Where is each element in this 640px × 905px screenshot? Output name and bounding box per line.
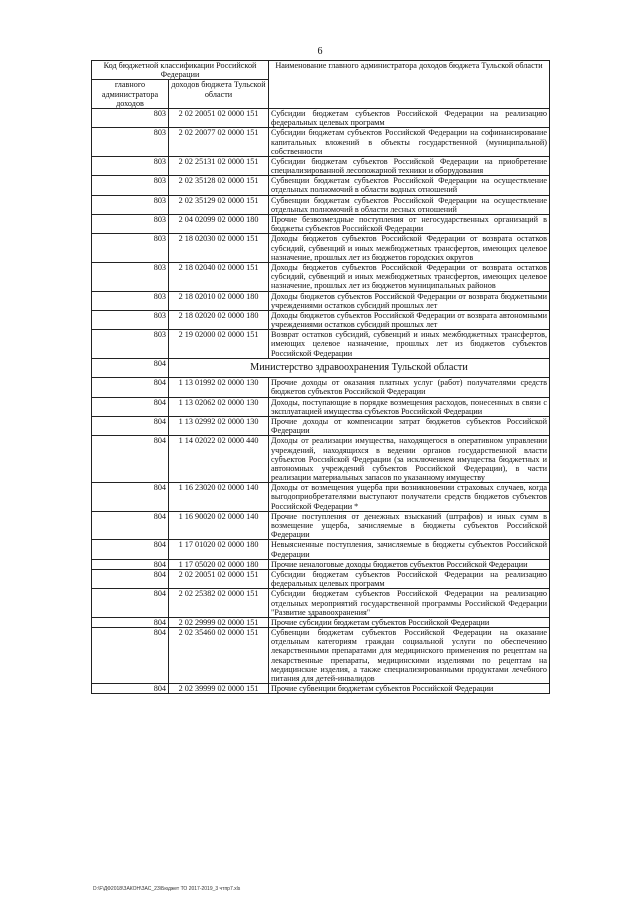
admin-code-cell: 803: [92, 195, 169, 214]
admin-code-cell: 803: [92, 156, 169, 175]
table-row: [92, 195, 550, 214]
income-code-cell: 2 02 25131 02 0000 151: [169, 156, 269, 175]
admin-code-cell: 803: [92, 330, 169, 359]
table-row: [92, 262, 550, 291]
table-row: [92, 397, 550, 416]
income-code-cell: 1 14 02022 02 0000 440: [169, 436, 269, 483]
income-code-cell: 2 02 29999 02 0000 151: [169, 617, 269, 627]
admin-code-cell: 803: [92, 108, 169, 127]
table-header-row: [92, 61, 550, 80]
kbk-header: Код бюджетной классификации Российской Федерации: [92, 61, 269, 80]
table-row: [92, 617, 550, 627]
admin-code-cell: 804: [92, 416, 169, 435]
table-row: [92, 108, 550, 127]
income-name-cell: Субвенции бюджетам субъектов Российской Федерации на осуществление отдельных полномочий в области лесных отношений: [269, 195, 550, 214]
table-row: [92, 628, 550, 684]
admin-code-cell: 803: [92, 234, 169, 263]
income-name-cell: Прочие неналоговые доходы бюджетов субъектов Российской Федерации: [269, 559, 550, 569]
admin-code-cell: 804: [92, 483, 169, 512]
income-name-cell: Субсидии бюджетам субъектов Российской Федерации на реализацию федеральных целевых программ: [269, 569, 550, 588]
table-row: [92, 378, 550, 397]
admin-code-cell: 803: [92, 291, 169, 310]
table-row: [92, 559, 550, 569]
income-code-cell: 2 18 02040 02 0000 151: [169, 262, 269, 291]
section-row: [92, 358, 550, 377]
income-name-cell: Субсидии бюджетам субъектов Российской Федерации на софинансирование капитальных вложений в объекты государственной (муниципальной) собственности: [269, 128, 550, 157]
file-path-footer: D:\F\ДФ2018\ЗАКОН\ЗАС_23\Бюджет ТО 2017-2019_3 чтпр7.xls: [93, 886, 241, 892]
table-row: [92, 511, 550, 540]
table-row: [92, 589, 550, 618]
income-name-cell: Субсидии бюджетам субъектов Российской Федерации на приобретение специализированной лесопожарной техники и оборудования: [269, 156, 550, 175]
table-row: [92, 483, 550, 512]
table-row: [92, 310, 550, 329]
table-row: [92, 436, 550, 483]
admin-code-cell: 804: [92, 628, 169, 684]
income-name-cell: Прочие субвенции бюджетам субъектов Российской Федерации: [269, 684, 550, 694]
admin-code-cell: 804: [92, 589, 169, 618]
income-code-cell: 2 02 39999 02 0000 151: [169, 684, 269, 694]
admin-code-cell: 803: [92, 128, 169, 157]
income-code-header: доходов бюджета Тульской области: [169, 80, 269, 109]
income-code-cell: 2 18 02020 02 0000 180: [169, 310, 269, 329]
income-code-cell: 1 13 02062 02 0000 130: [169, 397, 269, 416]
admin-code-cell: 804: [92, 397, 169, 416]
table-row: [92, 416, 550, 435]
table-row: [92, 330, 550, 359]
admin-code-cell: 804: [92, 511, 169, 540]
section-804: [92, 358, 550, 377]
income-name-cell: Возврат остатков субсидий, субвенций и иных межбюджетных трансфертов, имеющих целевое назначение, прошлых лет из бюджетов субъектов Российской Федерации: [269, 330, 550, 359]
admin-code-cell: 804: [92, 436, 169, 483]
income-code-cell: 1 16 90020 02 0000 140: [169, 511, 269, 540]
revenue-administrators-table: [91, 60, 550, 694]
admin-code-cell: 804: [92, 378, 169, 397]
income-code-cell: 2 18 02030 02 0000 151: [169, 234, 269, 263]
income-code-cell: 2 19 02000 02 0000 151: [169, 330, 269, 359]
income-name-cell: Доходы от возмещения ущерба при возникновении страховых случаев, когда выгодоприобретателями выступают получатели средств бюджетов субъектов Российской Федерации *: [269, 483, 550, 512]
income-name-cell: Субвенции бюджетам субъектов Российской Федерации на оказание отдельным категориям граждан социальной услуги по обеспечению лекарственными препаратами для медицинского применения по рецептам на лекарственные препараты, медицинскими изделиями по рецептам на медицинские изделия, а также специализированными продуктами лечебного питания для детей-инвалидов: [269, 628, 550, 684]
income-code-cell: 2 02 35128 02 0000 151: [169, 176, 269, 195]
income-name-cell: Прочие субсидии бюджетам субъектов Российской Федерации: [269, 617, 550, 627]
income-name-cell: Невыясненные поступления, зачисляемые в бюджеты субъектов Российской Федерации: [269, 540, 550, 559]
income-code-cell: 1 13 01992 02 0000 130: [169, 378, 269, 397]
income-name-cell: Прочие доходы от компенсации затрат бюджетов субъектов Российской Федерации: [269, 416, 550, 435]
income-name-cell: Прочие поступления от денежных взысканий (штрафов) и иных сумм в возмещение ущерба, зачисляемые в бюджеты субъектов Российской Федерации: [269, 511, 550, 540]
name-header: Наименование главного администратора доходов бюджета Тульской области: [269, 61, 550, 109]
income-name-cell: Доходы бюджетов субъектов Российской Федерации от возврата автономными учреждениями остатков субсидий прошлых лет: [269, 310, 550, 329]
income-code-cell: 1 17 01020 02 0000 180: [169, 540, 269, 559]
table-row: [92, 128, 550, 157]
table-row: [92, 569, 550, 588]
admin-code-cell: 804: [92, 540, 169, 559]
table-row: [92, 684, 550, 694]
income-name-cell: Субсидии бюджетам субъектов Российской Федерации на реализацию федеральных целевых программ: [269, 108, 550, 127]
admin-code-cell: 804: [92, 684, 169, 694]
income-name-cell: Доходы бюджетов субъектов Российской Федерации от возврата бюджетными учреждениями остатков субсидий прошлых лет: [269, 291, 550, 310]
income-code-cell: 2 02 35460 02 0000 151: [169, 628, 269, 684]
admin-code-cell: 804: [92, 559, 169, 569]
section-admin-code: 804: [92, 358, 169, 377]
income-name-cell: Прочие доходы от оказания платных услуг (работ) получателями средств бюджетов субъектов Российской Федерации: [269, 378, 550, 397]
admin-code-cell: 803: [92, 176, 169, 195]
admin-code-cell: 803: [92, 262, 169, 291]
income-code-cell: 2 02 35129 02 0000 151: [169, 195, 269, 214]
table-row: [92, 234, 550, 263]
income-code-cell: 2 02 20077 02 0000 151: [169, 128, 269, 157]
income-code-cell: 1 16 23020 02 0000 140: [169, 483, 269, 512]
income-name-cell: Доходы бюджетов субъектов Российской Федерации от возврата остатков субсидий, субвенций и иных межбюджетных трансфертов, имеющих целевое назначение, прошлых лет из бюджетов городских округов: [269, 234, 550, 263]
page-number: 6: [317, 46, 323, 57]
income-code-cell: 2 02 20051 02 0000 151: [169, 569, 269, 588]
admin-code-cell: 803: [92, 215, 169, 234]
income-code-cell: 2 18 02010 02 0000 180: [169, 291, 269, 310]
income-name-cell: Доходы бюджетов субъектов Российской Федерации от возврата остатков субсидий, субвенций и иных межбюджетных трансфертов, имеющих целевое назначение, прошлых лет из бюджетов муниципальных районов: [269, 262, 550, 291]
income-code-cell: 1 17 05020 02 0000 180: [169, 559, 269, 569]
income-code-cell: 2 02 20051 02 0000 151: [169, 108, 269, 127]
admin-code-header: главного администратора доходов: [92, 80, 169, 109]
income-name-cell: Субсидии бюджетам субъектов Российской Федерации на реализацию отдельных мероприятий государственной программы Российской Федерации "Развитие здравоохранения": [269, 589, 550, 618]
admin-code-cell: 804: [92, 617, 169, 627]
admin-code-cell: 803: [92, 310, 169, 329]
section-title: Министерство здравоохранения Тульской области: [169, 358, 550, 377]
rows-804: [92, 378, 550, 694]
table-row: [92, 540, 550, 559]
table-row: [92, 215, 550, 234]
table-row: [92, 176, 550, 195]
admin-code-cell: 804: [92, 569, 169, 588]
rows-803: [92, 108, 550, 358]
income-name-cell: Субвенции бюджетам субъектов Российской Федерации на осуществление отдельных полномочий в области водных отношений: [269, 176, 550, 195]
income-code-cell: 2 04 02099 02 0000 180: [169, 215, 269, 234]
income-code-cell: 1 13 02992 02 0000 130: [169, 416, 269, 435]
income-name-cell: Доходы от реализации имущества, находящегося в оперативном управлении учреждений, находящихся в ведении органов государственной власти субъектов Российской Федерации (за исключением имущества бюджетных и автономных учреждений субъектов Российской Федерации), в части реализации материальных запасов по указанному имуществу: [269, 436, 550, 483]
income-name-cell: Прочие безвозмездные поступления от негосударственных организаций в бюджеты субъектов Российской Федерации: [269, 215, 550, 234]
table-row: [92, 291, 550, 310]
income-name-cell: Доходы, поступающие в порядке возмещения расходов, понесенных в связи с эксплуатацией имущества субъектов Российской Федерации: [269, 397, 550, 416]
income-code-cell: 2 02 25382 02 0000 151: [169, 589, 269, 618]
table-row: [92, 156, 550, 175]
